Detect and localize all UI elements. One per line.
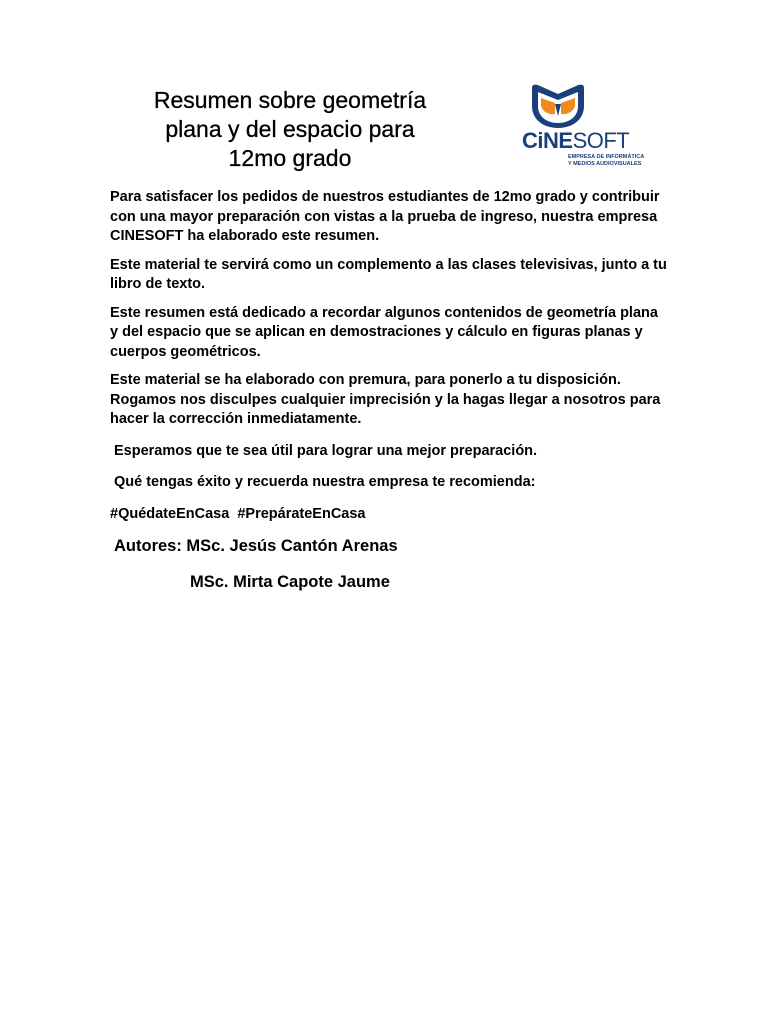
title-line-2: plana y del espacio para xyxy=(165,116,415,142)
title-line-1: Resumen sobre geometría xyxy=(153,87,427,113)
authors-line-2: MSc. Mirta Capote Jaume xyxy=(190,573,390,591)
owl-icon xyxy=(528,82,588,132)
paragraph-content: Este resumen está dedicado a recordar algunos contenidos de geometría plana y del espacio que se aplican en demostraciones y cálculo en figuras planas y cuerpos geométricos. xyxy=(110,304,658,360)
paragraph-intro: Para satisfacer los pedidos de nuestros estudiantes de 12mo grado y contribuir con una mayor preparación con vistas a la prueba de ingreso, nuestra empresa CINESOFT ha elaborado este resumen. xyxy=(110,189,660,244)
logo-wordmark: CiNESOFT xyxy=(522,128,630,153)
paragraph-recommend: Qué tengas éxito y recuerda nuestra empresa te recomienda: xyxy=(114,474,536,490)
hashtags: #QuédateEnCasa #PrepárateEnCasa xyxy=(110,505,366,522)
cinesoft-logo xyxy=(518,82,654,178)
logo-tagline-line-2: Y MEDIOS AUDIOVISUALES xyxy=(568,161,642,167)
authors-line-1: Autores: MSc. Jesús Cantón Arenas xyxy=(114,537,398,555)
title-line-3: 12mo grado xyxy=(228,145,352,171)
document-body xyxy=(110,188,670,593)
paragraph-complement: Este material te servirá como un complemento a las clases televisivas, junto a tu libro de texto. xyxy=(110,256,667,292)
paragraph-wishes: Esperamos que te sea útil para lograr una mejor preparación. xyxy=(114,442,538,459)
logo-tagline xyxy=(568,154,644,168)
logo-tagline-line-1: EMPRESA DE INFORMÁTICA xyxy=(568,154,645,160)
page-title xyxy=(110,86,470,173)
paragraph-apology: Este material se ha elaborado con premura, para ponerlo a tu disposición. Rogamos nos disculpes cualquier imprecisión y la hagas llegar a nosotros para hacer la corrección inmediatamente. xyxy=(110,372,661,427)
